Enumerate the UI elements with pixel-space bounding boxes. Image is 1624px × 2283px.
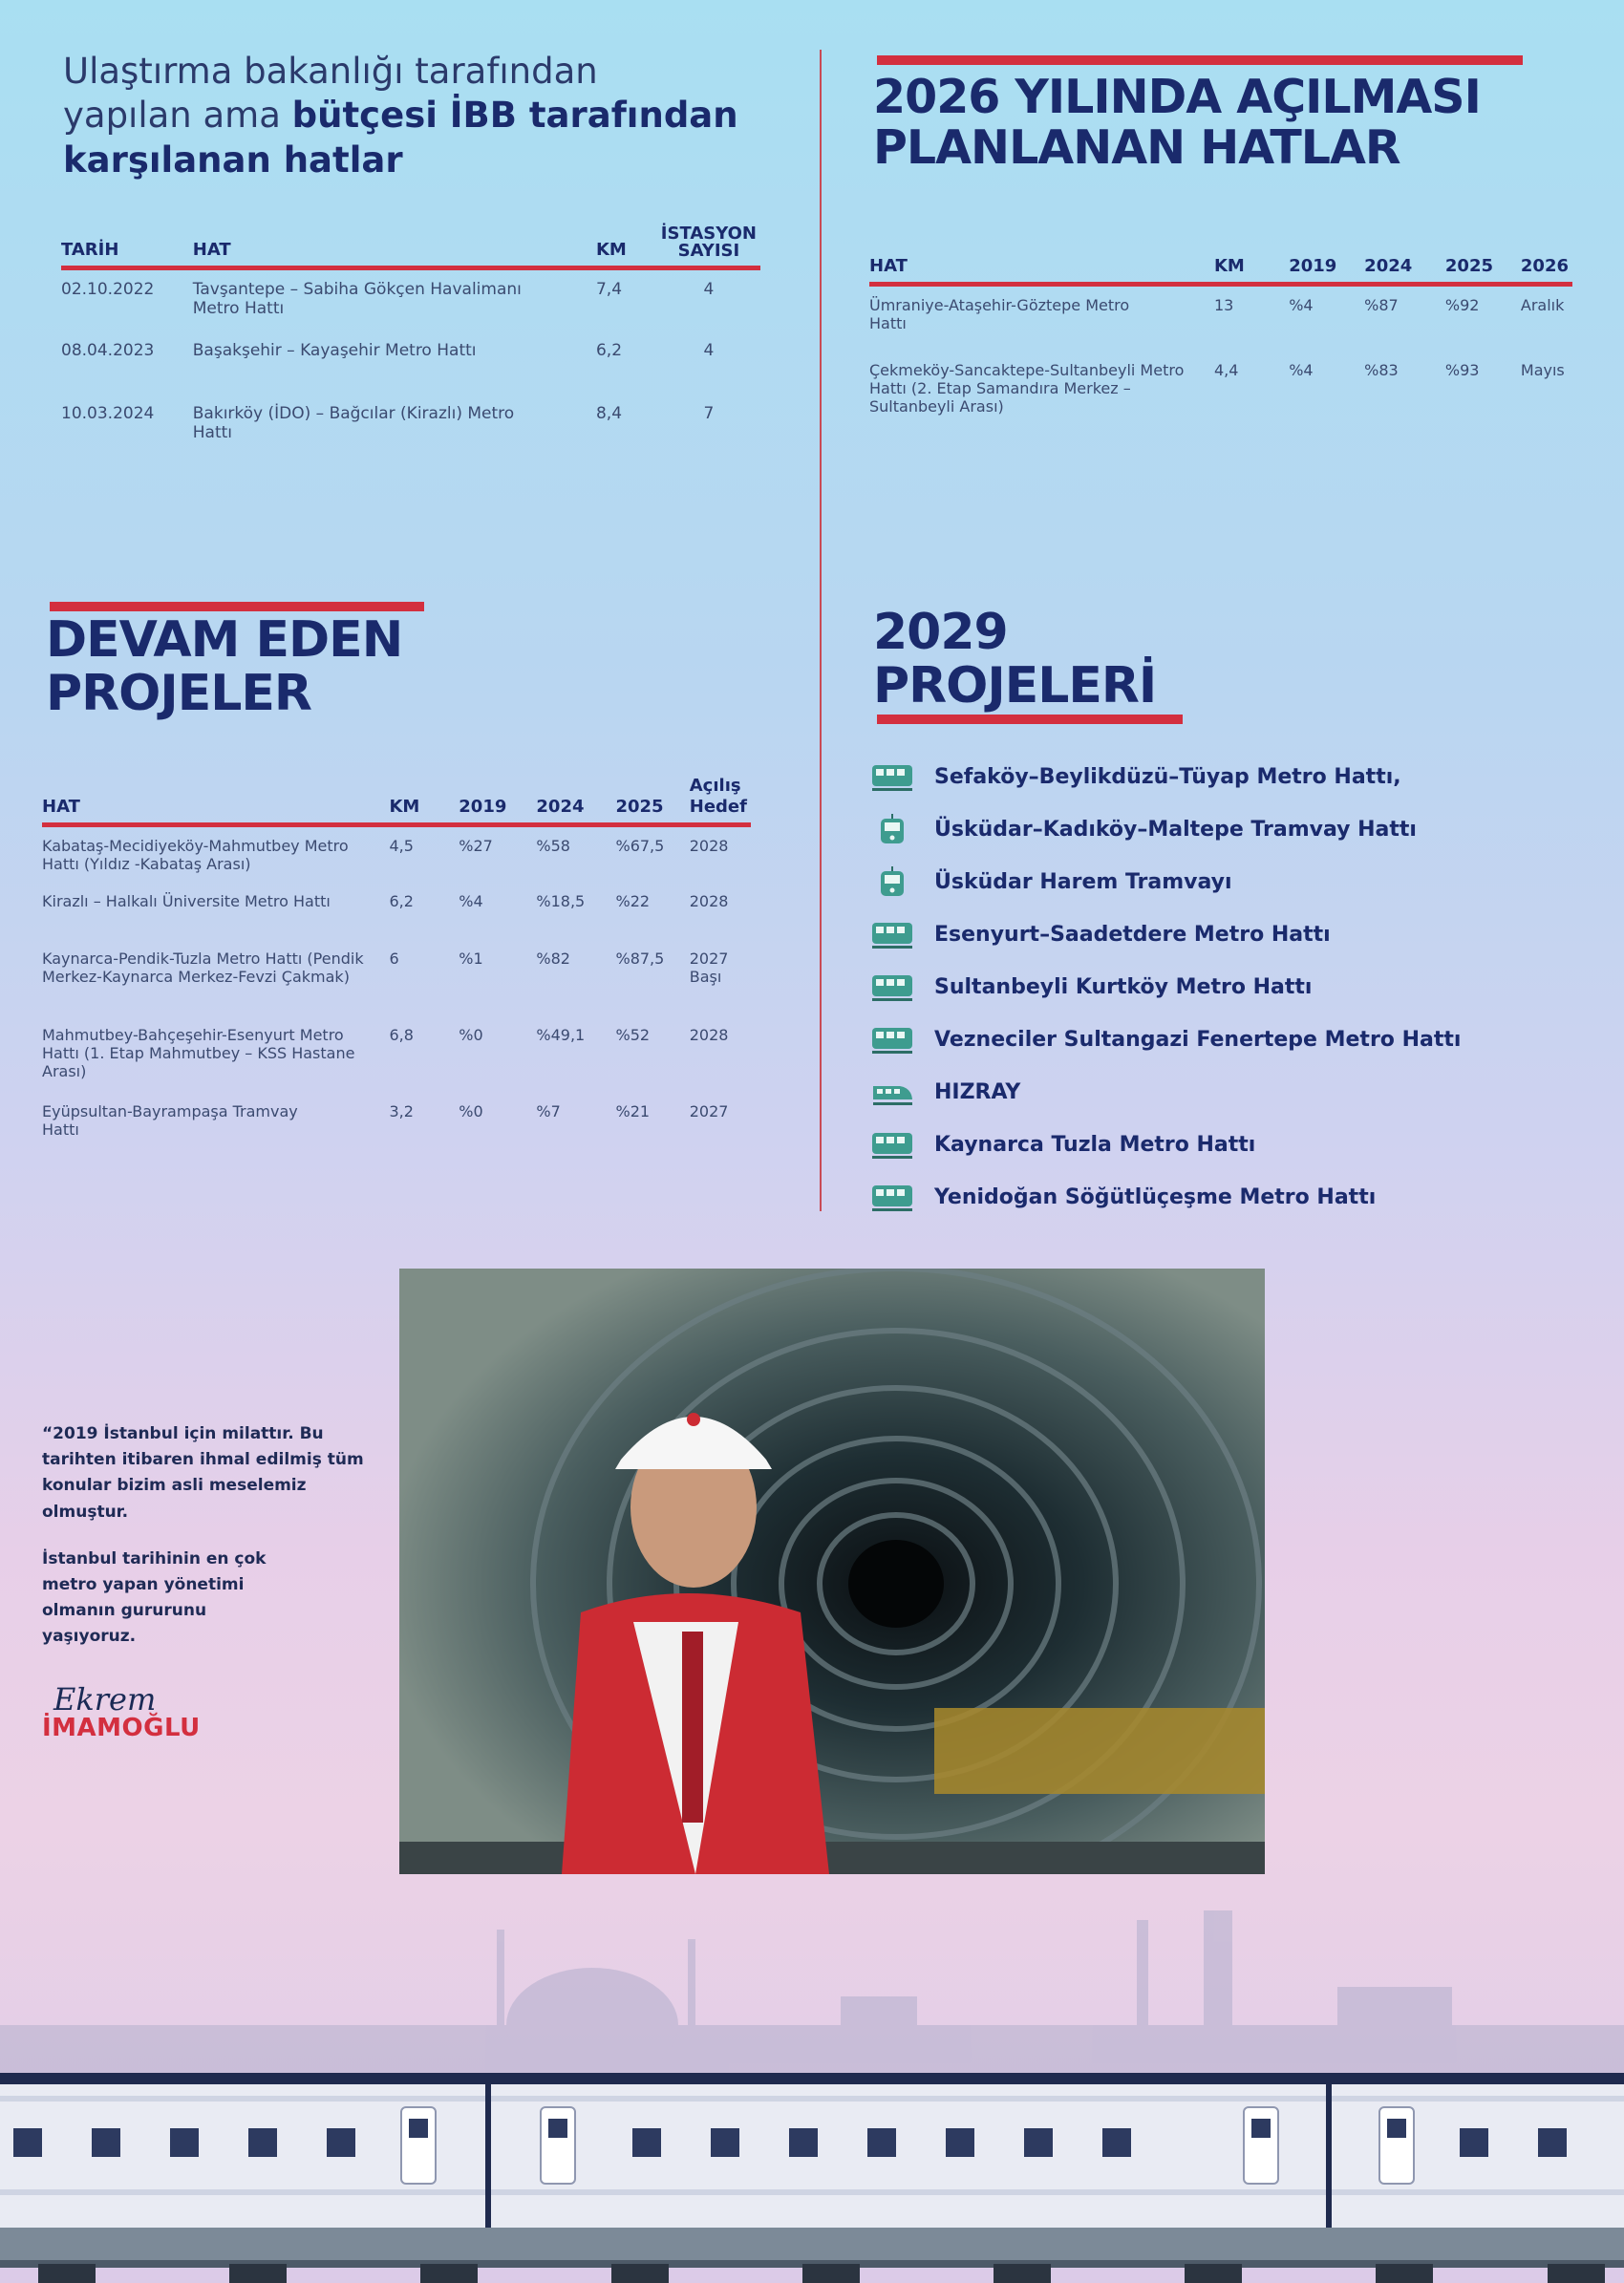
skyline-silhouette <box>0 1910 1624 2082</box>
cell-hat: Kabataş-Mecidiyeköy-Mahmutbey Metro Hattı (Yıldız -Kabataş Arası) <box>42 837 349 874</box>
list-item <box>871 908 1461 961</box>
col-2025: 2025 <box>615 776 689 825</box>
cell-hedef: 2027 <box>689 1101 729 1120</box>
cell-km: 7,4 <box>595 280 623 299</box>
cell-2019: %0 <box>459 1025 483 1044</box>
title-2026: 2026 YILINDA AÇILMASI PLANLANAN HATLAR <box>873 70 1481 175</box>
list-item <box>871 1013 1461 1066</box>
list-item-label: Yenidoğan Söğütlüçeşme Metro Hattı <box>934 1185 1377 1209</box>
cell-2025: %22 <box>615 891 651 910</box>
cell-2024: %58 <box>536 837 570 856</box>
table-row <box>61 268 760 331</box>
list-item <box>871 1119 1461 1171</box>
tram-icon <box>871 866 913 899</box>
cell-2024: %7 <box>536 1101 561 1120</box>
list-item <box>871 961 1461 1013</box>
cell-2024: %87 <box>1364 296 1399 314</box>
cell-hat: Kaynarca-Pendik-Tuzla Metro Hattı (Pendik Merkez-Kaynarca Merkez-Fevzi Çakmak) <box>42 949 364 986</box>
cell-km: 6,8 <box>389 1025 414 1044</box>
quote-paragraph-2: İstanbul tarihinin en çok metro yapan yönetimi olmanın gururunu yaşıyoruz. <box>42 1548 267 1647</box>
cell-tarih: 02.10.2022 <box>61 280 155 299</box>
cell-km: 8,4 <box>595 403 623 423</box>
table-row <box>42 940 751 1016</box>
tram-icon <box>871 814 913 846</box>
cell-2026: Mayıs <box>1520 360 1565 379</box>
table-row <box>42 825 751 883</box>
list-item-label: Üsküdar–Kadıköy–Maltepe Tramvay Hattı <box>934 818 1417 842</box>
tunnel-photo <box>399 1269 1265 1874</box>
cell-2025: %67,5 <box>615 837 665 856</box>
cell-2025: %21 <box>615 1101 651 1120</box>
table-row <box>61 395 760 443</box>
cell-km: 6,2 <box>389 891 414 910</box>
cell-2019: %0 <box>459 1101 483 1120</box>
cell-hedef: 2028 <box>689 837 729 856</box>
cell-hat: Kirazlı – Halkalı Üniversite Metro Hattı <box>42 891 331 910</box>
title-2026-bar <box>877 55 1523 65</box>
cell-2024: %82 <box>536 949 570 968</box>
cell-2024: %83 <box>1364 360 1399 379</box>
intro-heading <box>63 50 789 182</box>
list-item <box>871 751 1461 803</box>
cell-2025: %52 <box>615 1025 651 1044</box>
intro-line-2-bold: bütçesi İBB tarafından <box>291 95 738 137</box>
col-2026: 2026 <box>1521 256 1572 285</box>
cell-2025: %87,5 <box>615 949 665 968</box>
cell-km: 6,2 <box>595 340 623 360</box>
col-2024: 2024 <box>536 776 615 825</box>
train-illustration <box>0 2073 1624 2283</box>
tunnel-illustration <box>399 1269 1265 1874</box>
cell-hat: Çekmeköy-Sancaktepe-Sultanbeyli Metro Hattı (2. Etap Samandıra Merkez – Sultanbeyli Arası) <box>869 360 1185 416</box>
col-2019: 2019 <box>459 776 536 825</box>
cell-istasyon: 4 <box>703 280 715 299</box>
cell-2025: %93 <box>1444 360 1480 379</box>
list-item-label: Esenyurt–Saadetdere Metro Hattı <box>934 923 1331 947</box>
col-hat: HAT <box>42 776 389 825</box>
metro-icon <box>871 1024 913 1056</box>
table-2026 <box>869 256 1572 416</box>
cell-2019: %4 <box>459 891 483 910</box>
cell-hedef: 2028 <box>689 891 729 910</box>
col-km: KM <box>596 225 661 268</box>
cell-tarih: 08.04.2023 <box>61 340 155 360</box>
signature-name: İMAMOĞLU <box>42 1714 201 1742</box>
signature-script: Ekrem <box>53 1681 157 1718</box>
col-2019: 2019 <box>1289 256 1364 285</box>
list-item-label: Üsküdar Harem Tramvayı <box>934 870 1232 894</box>
intro-line-2: yapılan ama bütçesi İBB tarafından <box>63 95 738 137</box>
cell-hat: Ümraniye-Ataşehir-Göztepe Metro Hattı <box>869 296 1130 333</box>
vertical-divider <box>820 50 822 1211</box>
list-item-label: Kaynarca Tuzla Metro Hattı <box>934 1133 1256 1157</box>
cell-hat: Tavşantepe – Sabiha Gökçen Havalimanı Metro Hattı <box>192 280 522 319</box>
metro-icon <box>871 971 913 1004</box>
list-item-label: HIZRAY <box>934 1080 1021 1104</box>
metro-icon <box>871 761 913 794</box>
table-row <box>42 1093 751 1139</box>
table-header-row <box>42 776 751 825</box>
col-istasyon: İSTASYON SAYISI <box>661 225 760 268</box>
col-hat: HAT <box>869 256 1214 285</box>
cell-2025: %92 <box>1444 296 1480 314</box>
list-item <box>871 1171 1461 1224</box>
col-km: KM <box>1214 256 1289 285</box>
col-hat: HAT <box>193 225 596 268</box>
cell-2024: %18,5 <box>536 891 586 910</box>
metro-icon <box>871 919 913 951</box>
cell-istasyon: 4 <box>703 340 715 360</box>
title-2029: 2029 PROJELERİ <box>873 604 1157 715</box>
cell-km: 6 <box>389 949 399 968</box>
title-2029-bar <box>877 715 1183 724</box>
cell-istasyon: 7 <box>703 403 715 423</box>
cell-hat: Bakırköy (İDO) – Bağcılar (Kirazlı) Metro Hattı <box>192 403 515 442</box>
table-row <box>869 285 1572 352</box>
title-devam-bar <box>50 602 424 611</box>
list-item <box>871 856 1461 908</box>
table-row <box>42 883 751 940</box>
cell-hedef: 2027 Başı <box>689 949 729 986</box>
table-row <box>61 331 760 395</box>
title-devam: DEVAM EDEN PROJELER <box>46 611 403 723</box>
cell-km: 13 <box>1213 296 1234 314</box>
list-item <box>871 803 1461 856</box>
list-item <box>871 1066 1461 1119</box>
cell-tarih: 10.03.2024 <box>61 403 155 423</box>
col-2025: 2025 <box>1445 256 1521 285</box>
list-item-label: Vezneciler Sultangazi Fenertepe Metro Hattı <box>934 1028 1462 1052</box>
table-bakanlik <box>61 225 760 442</box>
cell-2019: %4 <box>1289 360 1314 379</box>
col-2024: 2024 <box>1364 256 1445 285</box>
cell-2019: %4 <box>1289 296 1314 314</box>
table-row <box>869 352 1572 416</box>
cell-hat: Eyüpsultan-Bayrampaşa Tramvay Hattı <box>42 1101 298 1139</box>
intro-line-1: Ulaştırma bakanlığı tarafından <box>63 51 598 92</box>
cell-2024: %49,1 <box>536 1025 586 1044</box>
cell-hedef: 2028 <box>689 1025 729 1044</box>
cell-hat: Başakşehir – Kayaşehir Metro Hattı <box>192 340 477 360</box>
col-km: KM <box>389 776 459 825</box>
table-header-row <box>869 256 1572 285</box>
metro-icon <box>871 1129 913 1162</box>
quote-text <box>42 1421 376 1672</box>
metro-icon <box>871 1182 913 1214</box>
col-acilis-hedef: Açılış Hedef <box>690 776 751 825</box>
col-tarih: TARİH <box>61 225 193 268</box>
highspeed-train-icon <box>871 1077 913 1109</box>
cell-km: 4,4 <box>1213 360 1239 379</box>
projects-2029-list <box>871 751 1461 1224</box>
table-devam <box>42 776 751 1139</box>
cell-hat: Mahmutbey-Bahçeşehir-Esenyurt Metro Hattı (1. Etap Mahmutbey – KSS Hastane Arası) <box>42 1025 355 1081</box>
table-header-row <box>61 225 760 268</box>
cell-km: 3,2 <box>389 1101 414 1120</box>
cell-km: 4,5 <box>389 837 414 856</box>
intro-line-3: karşılanan hatlar <box>63 139 403 181</box>
quote-paragraph-1: “2019 İstanbul için milattır. Bu tarihten itibaren ihmal edilmiş tüm konular bizim asli meselemiz olmuştur. <box>42 1424 364 1522</box>
list-item-label: Sefaköy–Beylikdüzü–Tüyap Metro Hattı, <box>934 765 1401 789</box>
list-item-label: Sultanbeyli Kurtköy Metro Hattı <box>934 975 1313 999</box>
cell-2026: Aralık <box>1520 296 1565 314</box>
cell-2019: %1 <box>459 949 483 968</box>
cell-2019: %27 <box>459 837 493 856</box>
table-row <box>42 1016 751 1093</box>
